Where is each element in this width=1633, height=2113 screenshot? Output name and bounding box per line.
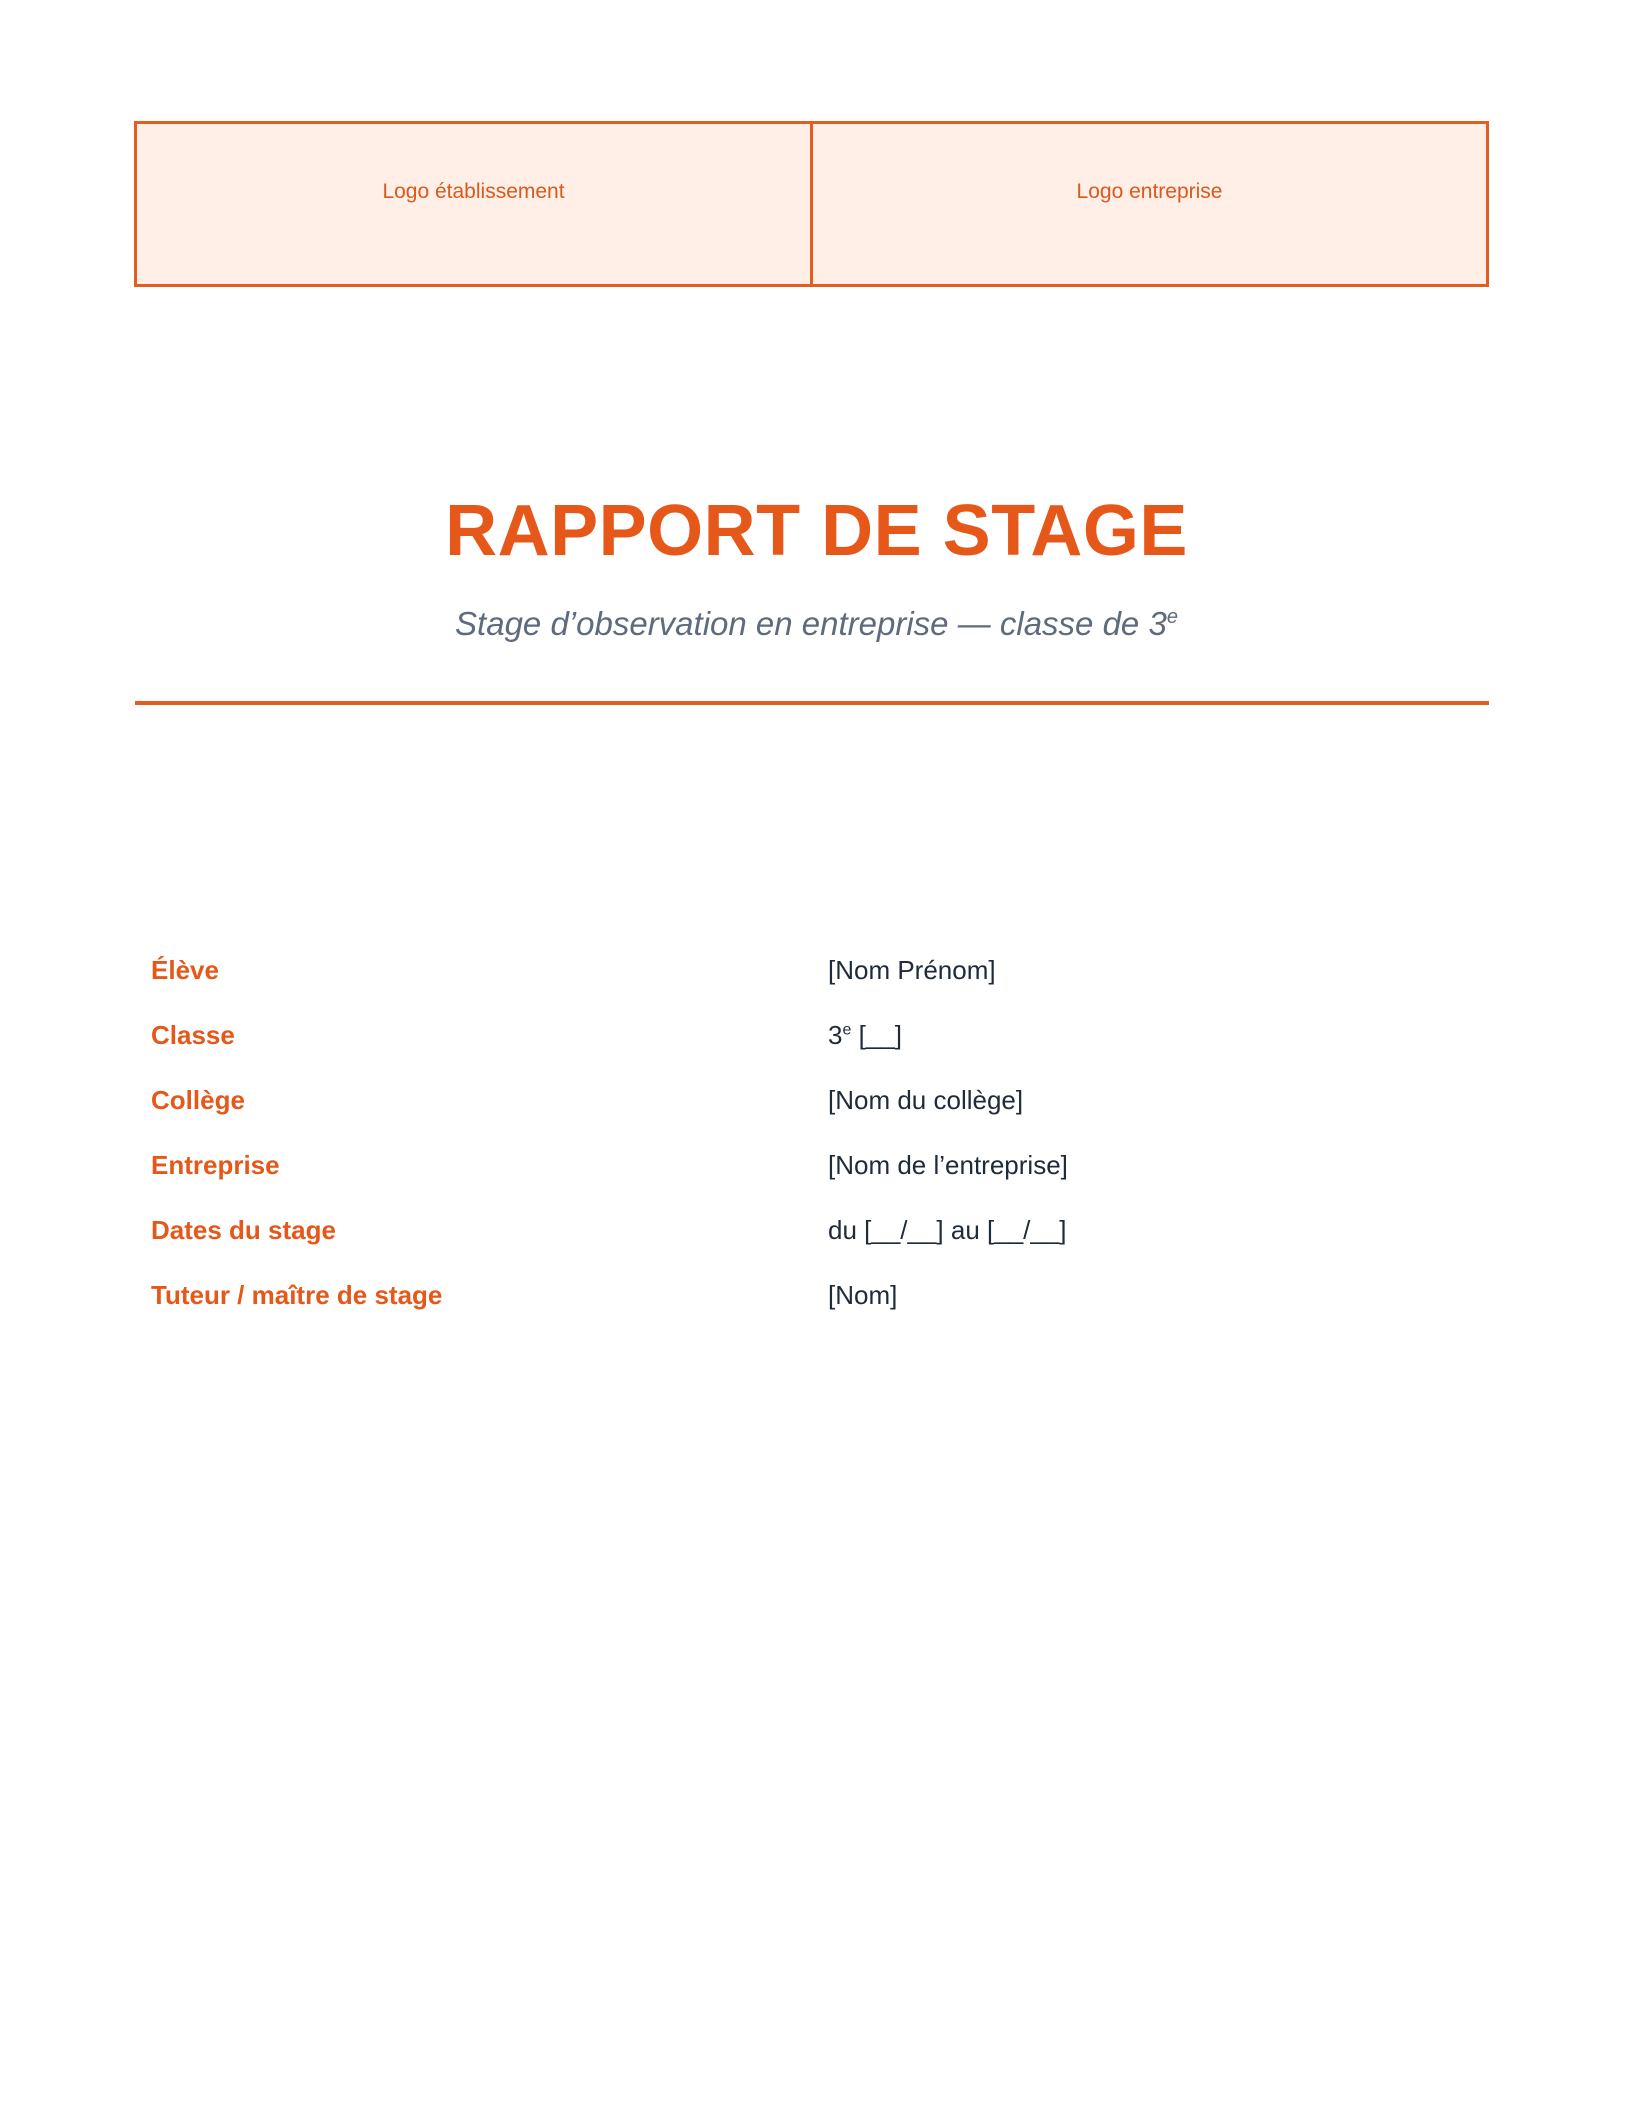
info-value-classe	[828, 1020, 902, 1085]
info-value-college: [Nom du collège]	[828, 1085, 1024, 1115]
logo-table	[134, 121, 1489, 287]
subtitle-text: Stage d’observation en entreprise — classe de 3	[455, 605, 1167, 642]
info-row-dates	[151, 1215, 1481, 1280]
info-row-college	[151, 1085, 1481, 1150]
classe-number: 3	[828, 1020, 843, 1050]
logo-school-placeholder: Logo établissement	[382, 180, 565, 203]
page-subtitle	[0, 605, 1633, 643]
info-value-entreprise: [Nom de l’entreprise]	[828, 1150, 1068, 1180]
page-title: RAPPORT DE STAGE	[445, 491, 1188, 571]
info-row-classe	[151, 1020, 1481, 1085]
info-row-eleve	[151, 955, 1481, 1020]
info-label-classe: Classe	[151, 1020, 235, 1050]
classe-superscript: e	[842, 1021, 852, 1039]
info-value-tuteur: [Nom]	[828, 1280, 898, 1310]
info-value-eleve: [Nom Prénom]	[828, 955, 996, 985]
info-row-entreprise	[151, 1150, 1481, 1215]
info-label-eleve: Élève	[151, 955, 219, 985]
info-label-tuteur: Tuteur / maître de stage	[151, 1280, 443, 1310]
info-label-college: Collège	[151, 1085, 245, 1115]
title-divider	[135, 701, 1489, 705]
info-label-dates: Dates du stage	[151, 1215, 336, 1245]
info-label-entreprise: Entreprise	[151, 1150, 280, 1180]
classe-blank: [__]	[851, 1020, 902, 1050]
subtitle-superscript: e	[1166, 606, 1178, 628]
info-row-tuteur	[151, 1280, 1481, 1345]
info-value-dates: du [__/__] au [__/__]	[828, 1215, 1067, 1245]
info-table	[151, 955, 1481, 1345]
logo-company-placeholder: Logo entreprise	[810, 124, 1486, 284]
